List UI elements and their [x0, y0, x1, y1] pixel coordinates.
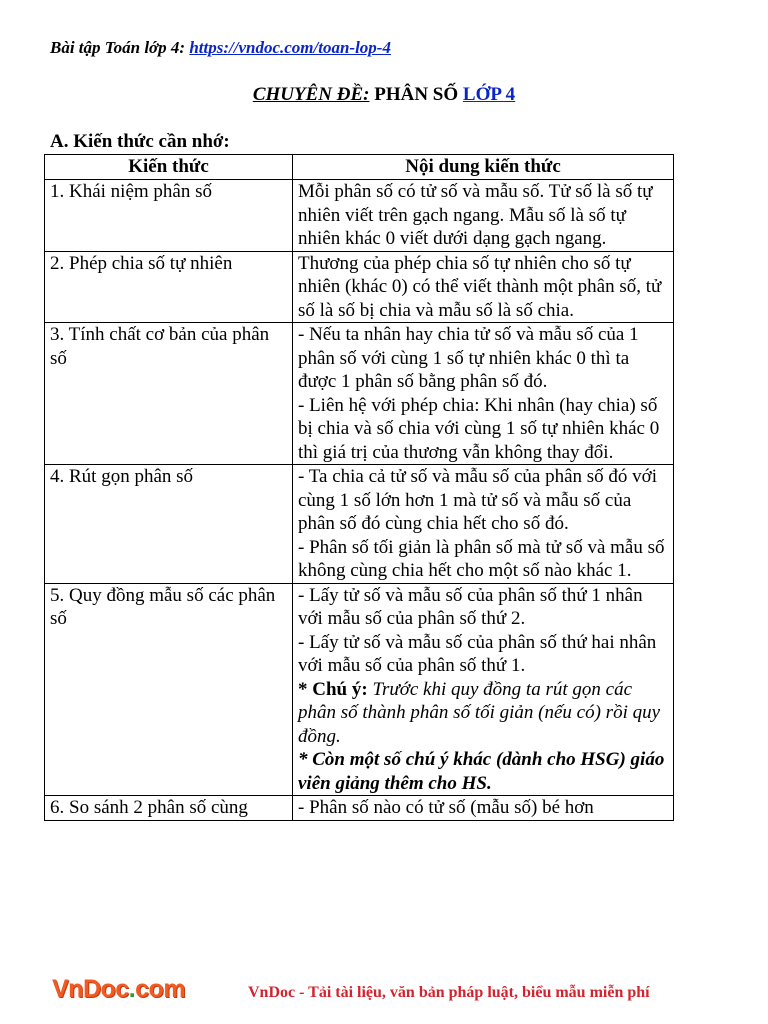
row-content — [293, 251, 674, 323]
vndoc-logo[interactable] — [52, 975, 185, 1004]
row-content — [293, 180, 674, 252]
page-title — [0, 84, 768, 106]
header-line — [50, 38, 391, 58]
footer-tagline: VnDoc - Tải tài liệu, văn bản pháp luật, biểu mẫu miễn phí — [248, 984, 650, 1001]
logo-tail: com — [135, 975, 186, 1003]
row-topic: 3. Tính chất cơ bản của phân số — [45, 323, 293, 465]
logo-dot: . — [128, 975, 136, 1003]
note-text: Trước khi quy đồng ta rút gọn các phân số thành phân số tối giản (nếu có) rồi quy đồng. — [298, 678, 661, 747]
row-content — [293, 796, 674, 821]
content-paragraph: - Phân số nào có tử số (mẫu số) bé hơn — [298, 797, 594, 818]
row-topic: 4. Rút gọn phân số — [45, 465, 293, 584]
note-bold: * Còn một số chú ý khác (dành cho HSG) giáo viên giảng thêm cho HS. — [298, 749, 665, 794]
table-header-row — [45, 155, 674, 180]
content-paragraph: - Ta chia cả tử số và mẫu số của phân số đó với cùng 1 số lớn hơn 1 mà tử số và mẫu số của phân số đó cùng chia hết cho số đó. — [298, 466, 657, 534]
content-paragraph: Mỗi phân số có tử số và mẫu số. Tử số là số tự nhiên viết trên gạch ngang. Mẫu số là số tự nhiên khác 0 viết dưới dạng gạch ngang. — [298, 181, 653, 249]
content-paragraph: - Nếu ta nhân hay chia tử số và mẫu số của 1 phân số với cùng 1 số tự nhiên khác 0 thì ta được 1 phân số bằng phân số đó. — [298, 324, 639, 392]
table-row — [45, 251, 674, 323]
row-content — [293, 583, 674, 796]
content-paragraph: - Lấy tử số và mẫu số của phân số thứ hai nhân với mẫu số của phân số thứ 1. — [298, 631, 657, 676]
title-link[interactable]: LỚP 4 — [462, 84, 516, 105]
table-row — [45, 465, 674, 584]
table-row — [45, 323, 674, 465]
table-row — [45, 583, 674, 796]
header-prefix: Bài tập Toán lớp 4: — [50, 38, 190, 57]
content-paragraph: - Liên hệ với phép chia: Khi nhân (hay chia) số bị chia và số chia với cùng 1 số tự nhiên khác 0 thì giá trị của thương vẫn không thay đổi. — [298, 394, 660, 463]
row-topic: 6. So sánh 2 phân số cùng — [45, 796, 293, 821]
title-main: PHÂN SỐ — [369, 84, 463, 105]
column-header-topic: Kiến thức — [45, 155, 293, 180]
row-topic: 2. Phép chia số tự nhiên — [45, 251, 293, 323]
title-label: CHUYÊN ĐỀ: — [252, 84, 370, 105]
note-paragraph — [298, 678, 668, 749]
table-row — [45, 180, 674, 252]
knowledge-table — [44, 154, 674, 821]
table-row — [45, 796, 674, 821]
row-topic: 5. Quy đồng mẫu số các phân số — [45, 583, 293, 796]
note-label: * Chú ý: — [298, 678, 368, 700]
row-content — [293, 465, 674, 584]
column-header-content: Nội dung kiến thức — [293, 155, 674, 180]
content-paragraph: - Lấy tử số và mẫu số của phân số thứ 1 nhân với mẫu số của phân số thứ 2. — [298, 584, 643, 629]
row-content — [293, 323, 674, 465]
content-paragraph: Thương của phép chia số tự nhiên cho số tự nhiên (khác 0) có thể viết thành một phân số, tử số là số bị chia và mẫu số là số chia. — [298, 252, 662, 321]
header-link[interactable]: https://vndoc.com/toan-lop-4 — [189, 38, 391, 57]
content-paragraph: - Phân số tối giản là phân số mà tử số và mẫu số không cùng chia hết cho một số nào khác 1. — [298, 536, 665, 581]
section-heading: A. Kiến thức cần nhớ: — [50, 131, 230, 152]
row-topic: 1. Khái niệm phân số — [45, 180, 293, 252]
logo-main: VnDoc — [52, 975, 129, 1003]
